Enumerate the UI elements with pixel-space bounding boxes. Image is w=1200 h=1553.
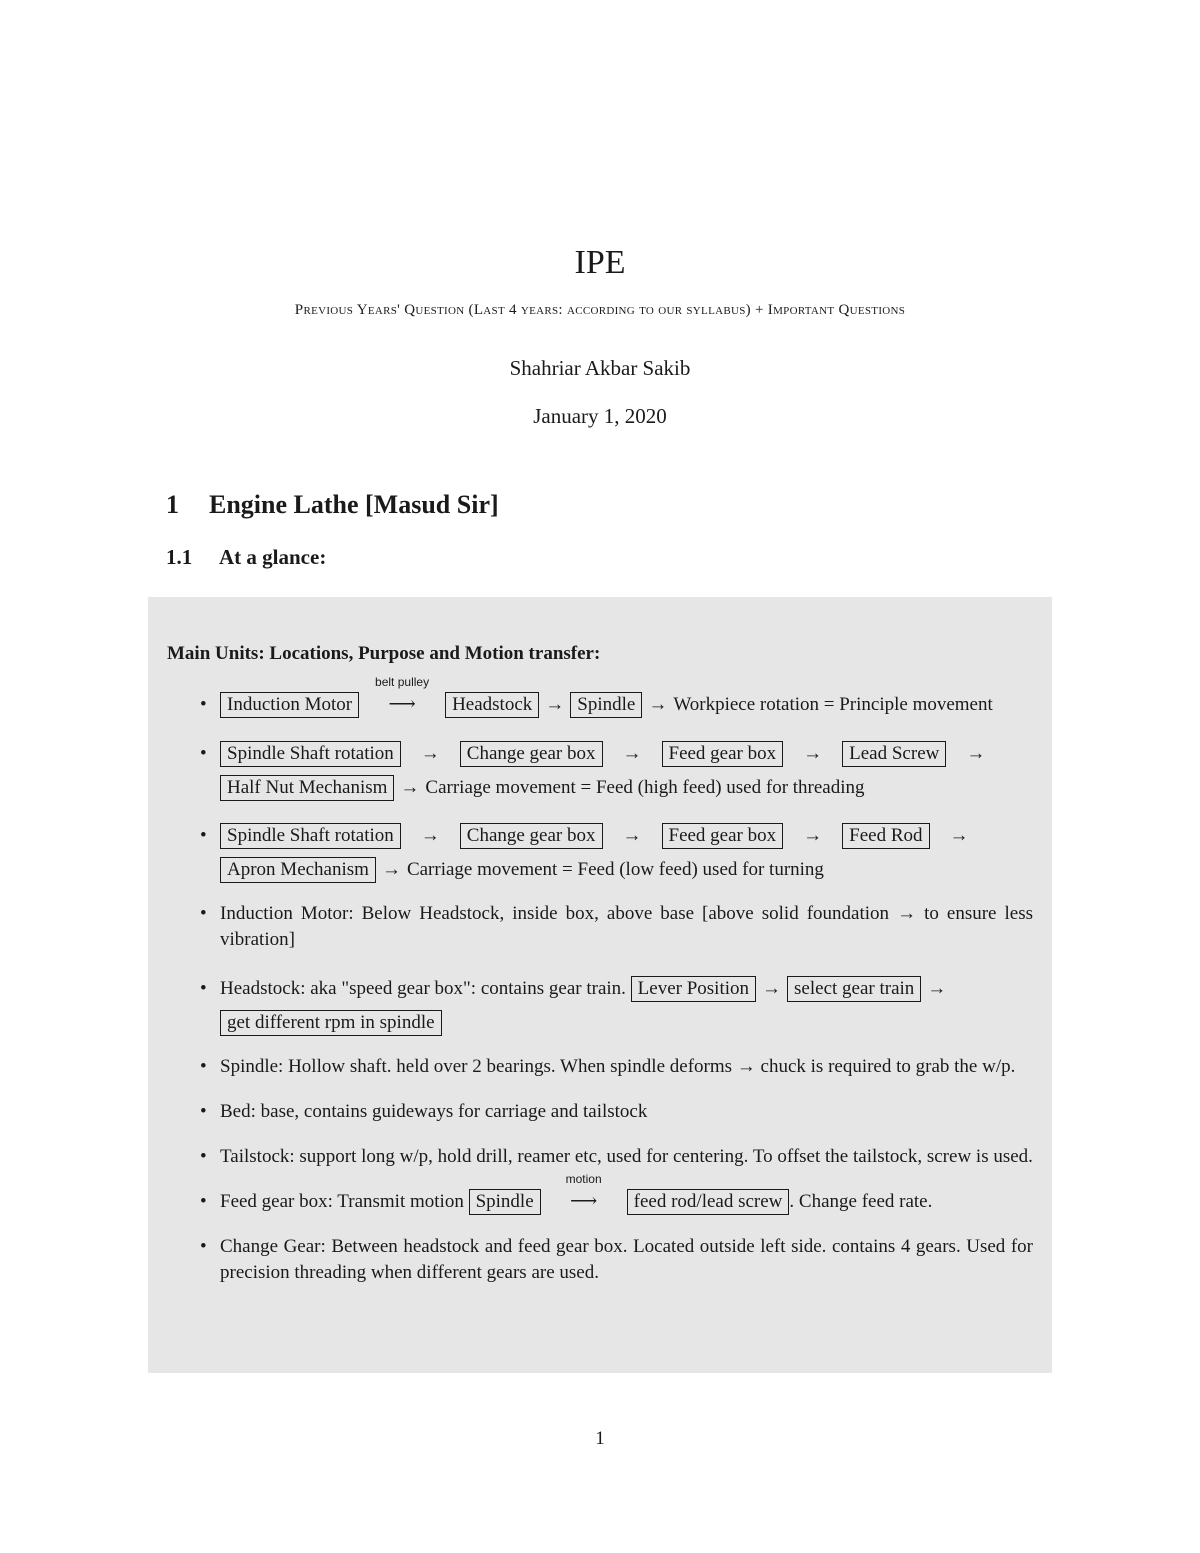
item-text: Bed: base, contains guideways for carriage and tailstock [220, 1101, 648, 1122]
list-item [167, 972, 1033, 1040]
arrow-icon: → [803, 825, 823, 846]
arrow-icon: → [966, 743, 986, 764]
document-title: IPE [574, 244, 626, 281]
arrow-label: belt pulley [375, 675, 430, 689]
framed-term: select gear train [787, 976, 921, 1002]
arrow-label: motion [565, 1172, 602, 1186]
bullet: • [200, 903, 207, 924]
page-number: 1 [595, 1428, 605, 1449]
document-subtitle: Previous Years' Question (Last 4 years: according to our syllabus) + Important Questions [294, 302, 906, 318]
bullet: • [200, 1056, 207, 1077]
item-text: Carriage movement = Feed (high feed) used for threading [425, 777, 865, 798]
long-arrow-icon: ⟶ [388, 694, 416, 715]
date: January 1, 2020 [533, 404, 667, 428]
list-item [167, 1172, 1033, 1215]
subsection-title: At a glance: [219, 545, 327, 569]
list-item [167, 819, 1033, 887]
list-item [167, 737, 1033, 805]
arrow-icon: → [648, 694, 668, 715]
framed-term: Induction Motor [220, 692, 359, 718]
list-item [167, 1234, 1033, 1286]
units-list [167, 675, 1033, 1305]
framed-term: Spindle [570, 692, 642, 718]
long-arrow-icon: ⟶ [570, 1191, 598, 1212]
framed-term: feed rod/lead screw [627, 1189, 790, 1215]
item-text: Workpiece rotation = Principle movement [673, 694, 993, 715]
framed-term: Feed Rod [842, 823, 929, 849]
item-text: Headstock: aka "speed gear box": contains gear train. [220, 978, 626, 999]
framed-term: get different rpm in spindle [220, 1010, 442, 1036]
item-text: . Change feed rate. [789, 1191, 933, 1212]
arrow-icon: → [420, 825, 440, 846]
framed-term: Change gear box [460, 823, 603, 849]
arrow-icon: → [622, 825, 642, 846]
list-item [167, 1054, 1033, 1080]
subsection-number: 1.1 [166, 545, 193, 569]
framed-term: Spindle [469, 1189, 541, 1215]
item-text: Tailstock: support long w/p, hold drill, reamer etc, used for centering. To offset the tailstock, screw is used. [220, 1146, 1033, 1167]
section-title: Engine Lathe [Masud Sir] [209, 490, 499, 519]
arrow-icon: → [927, 978, 947, 999]
bullet: • [200, 825, 207, 846]
framed-term: Feed gear box [662, 823, 784, 849]
framed-term: Apron Mechanism [220, 857, 376, 883]
item-text: Feed gear box: Transmit motion [220, 1191, 464, 1212]
item-text: Change Gear: Between headstock and feed gear box. Located outside left side. contains 4 gears. Used for precision threading when different gears are used. [220, 1236, 1033, 1283]
arrow-icon: → [545, 694, 565, 715]
framed-term: Headstock [445, 692, 539, 718]
bullet: • [200, 1101, 207, 1122]
bullet: • [200, 1236, 207, 1257]
bullet: • [200, 978, 207, 999]
framed-term: Spindle Shaft rotation [220, 823, 401, 849]
section-number: 1 [166, 490, 179, 519]
item-text: Carriage movement = Feed (low feed) used for turning [406, 859, 824, 880]
bullet: • [200, 694, 207, 715]
arrow-icon: → [949, 825, 969, 846]
framed-term: Change gear box [460, 741, 603, 767]
list-item [167, 901, 1033, 953]
list-item [167, 675, 1033, 718]
summary-box-heading: Main Units: Locations, Purpose and Motion transfer: [167, 643, 601, 664]
framed-term: Spindle Shaft rotation [220, 741, 401, 767]
framed-term: Feed gear box [662, 741, 784, 767]
bullet: • [200, 1146, 207, 1167]
framed-term: Half Nut Mechanism [220, 775, 394, 801]
list-item [167, 1099, 1033, 1125]
arrow-icon: → [420, 743, 440, 764]
bullet: • [200, 743, 207, 764]
arrow-icon: → [762, 978, 782, 999]
arrow-icon: → [622, 743, 642, 764]
subsection-heading [166, 545, 326, 570]
author: Shahriar Akbar Sakib [509, 356, 691, 380]
labeled-arrow [545, 1172, 623, 1215]
list-item [167, 1144, 1033, 1170]
arrow-icon: → [381, 859, 401, 880]
item-text: Induction Motor: Below Headstock, inside box, above base [above solid foundation → to ensure less vibration] [220, 903, 1033, 950]
bullet: • [200, 1191, 207, 1212]
framed-term: Lever Position [631, 976, 756, 1002]
framed-term: Lead Screw [842, 741, 946, 767]
arrow-icon: → [400, 777, 420, 798]
labeled-arrow [363, 675, 441, 718]
arrow-icon: → [803, 743, 823, 764]
section-heading [166, 490, 499, 520]
item-text: Spindle: Hollow shaft. held over 2 bearings. When spindle deforms → chuck is required to grab the w/p. [220, 1056, 1016, 1077]
